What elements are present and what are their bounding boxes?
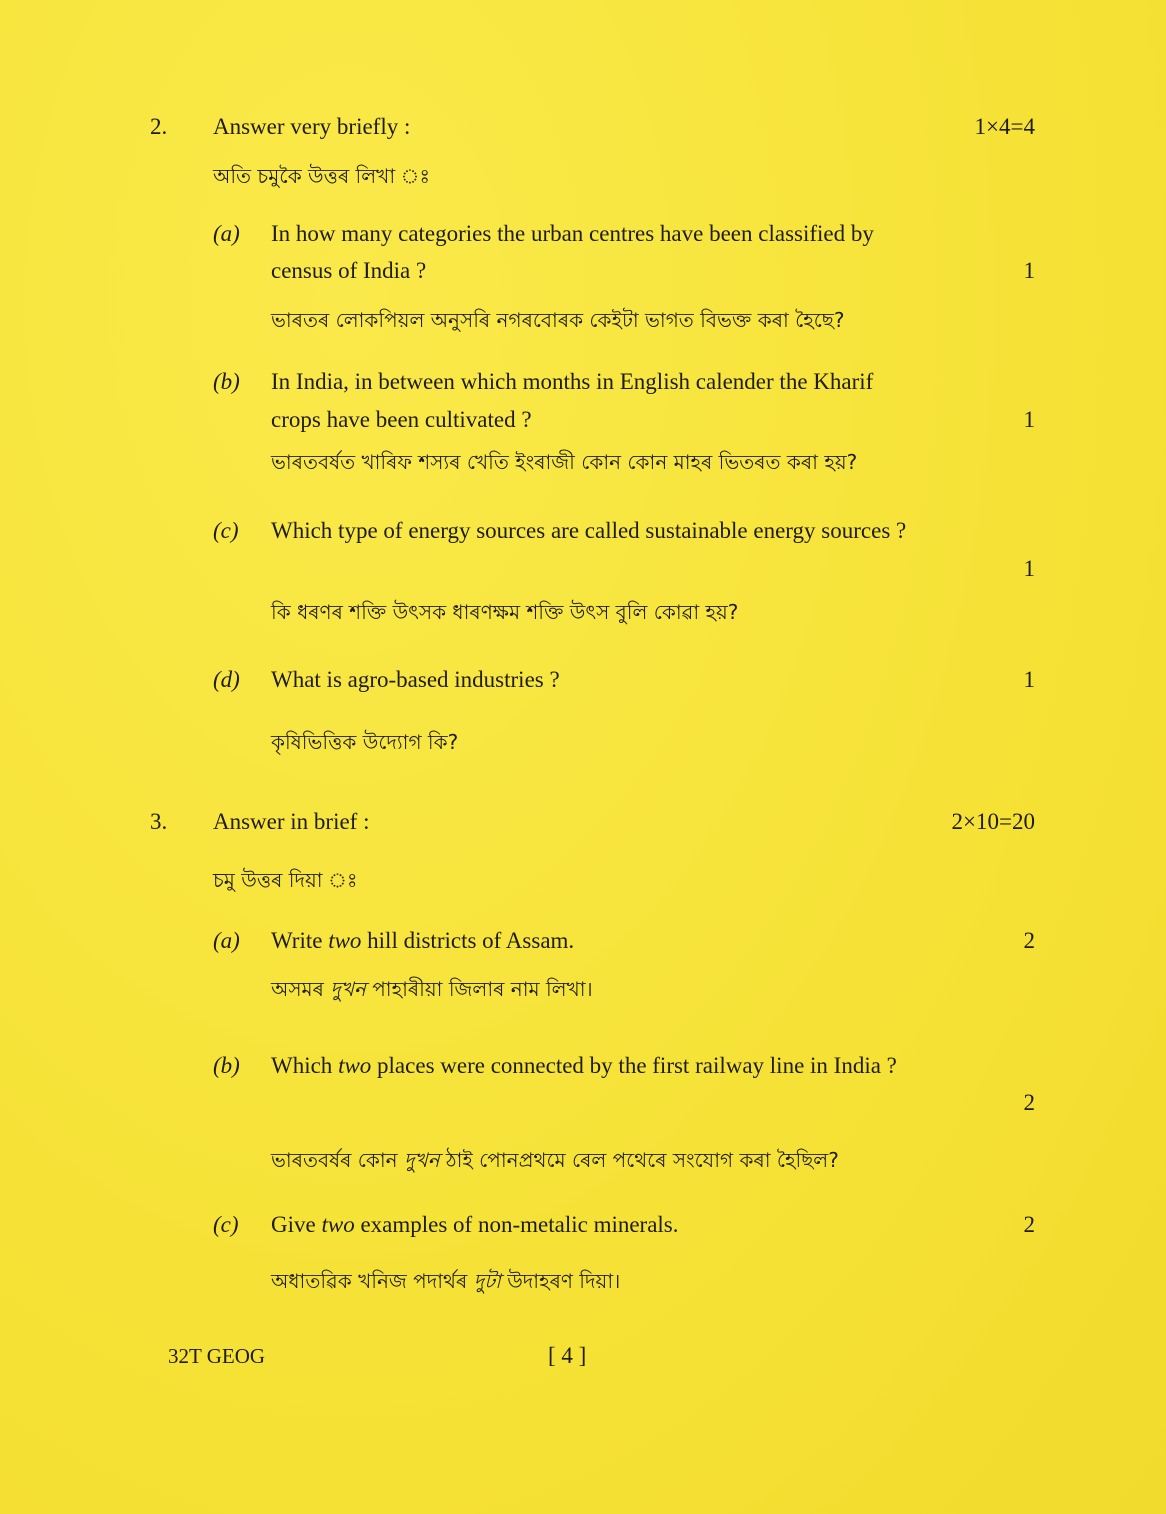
part-label: (c) xyxy=(213,518,239,543)
part-text-assamese: অসমৰ দুখন পাহাৰীয়া জিলাৰ নাম লিখা। xyxy=(271,977,593,1001)
part-text: census of India ? xyxy=(271,258,427,283)
part-text: What is agro-based industries ? xyxy=(271,667,560,692)
question-marks: 2×10=20 xyxy=(951,809,1035,834)
part-label: (b) xyxy=(213,1053,240,1078)
part-text: crops have been cultivated ? xyxy=(271,407,532,432)
part-label: (b) xyxy=(213,369,240,394)
part-marks: 2 xyxy=(1023,1212,1035,1237)
part-text: Write two hill districts of Assam. xyxy=(271,928,575,953)
part-text: Which type of energy sources are called sustainable energy sources ? xyxy=(271,518,907,543)
part-text-assamese: কৃষিভিত্তিক উদ্যোগ কি? xyxy=(271,730,459,754)
page-number: [ 4 ] xyxy=(548,1343,587,1368)
question-number: 2. xyxy=(150,114,168,139)
question-number: 3. xyxy=(150,809,168,834)
part-label: (a) xyxy=(213,221,240,246)
part-text-assamese: ভাৰতবৰ্ষৰ কোন দুখন ঠাই পোনপ্ৰথমে ৰেল পথেৰে সংযোগ কৰা হৈছিল? xyxy=(271,1148,839,1172)
part-text: Give two examples of non-metalic minerals. xyxy=(271,1212,679,1237)
question-title-assamese: চমু উত্তৰ দিয়া ঃ xyxy=(213,868,358,892)
question-title: Answer very briefly : xyxy=(213,114,411,139)
part-marks: 2 xyxy=(1023,1090,1035,1115)
part-text-assamese: অধাতৱিক খনিজ পদাৰ্থৰ দুটা উদাহৰণ দিয়া। xyxy=(271,1269,621,1293)
part-marks: 1 xyxy=(1023,667,1035,692)
part-label: (a) xyxy=(213,928,240,953)
part-text-assamese: কি ধৰণৰ শক্তি উৎসক ধাৰণক্ষম শক্তি উৎস বুলি কোৱা হয়? xyxy=(271,600,739,624)
part-marks: 1 xyxy=(1023,407,1035,432)
part-marks: 2 xyxy=(1023,928,1035,953)
part-text: In how many categories the urban centres have been classified by xyxy=(271,221,874,246)
question-title-assamese: অতি চমুকৈ উত্তৰ লিখা ঃ xyxy=(213,164,431,188)
part-marks: 1 xyxy=(1023,556,1035,581)
question-title: Answer in brief : xyxy=(213,809,370,834)
paper-code: 32T GEOG xyxy=(168,1344,266,1368)
part-text: Which two places were connected by the first railway line in India ? xyxy=(271,1053,897,1078)
part-marks: 1 xyxy=(1023,258,1035,283)
part-text-assamese: ভাৰতবৰ্ষত খাৰিফ শস্যৰ খেতি ইংৰাজী কোন কোন মাহৰ ভিতৰত কৰা হয়? xyxy=(271,450,858,474)
part-text-assamese: ভাৰতৰ লোকপিয়ল অনুসৰি নগৰবোৰক কেইটা ভাগত বিভক্ত কৰা হৈছে? xyxy=(271,308,845,332)
part-label: (c) xyxy=(213,1212,239,1237)
question-marks: 1×4=4 xyxy=(974,114,1035,139)
part-label: (d) xyxy=(213,667,240,692)
part-text: In India, in between which months in English calender the Kharif xyxy=(271,369,874,394)
